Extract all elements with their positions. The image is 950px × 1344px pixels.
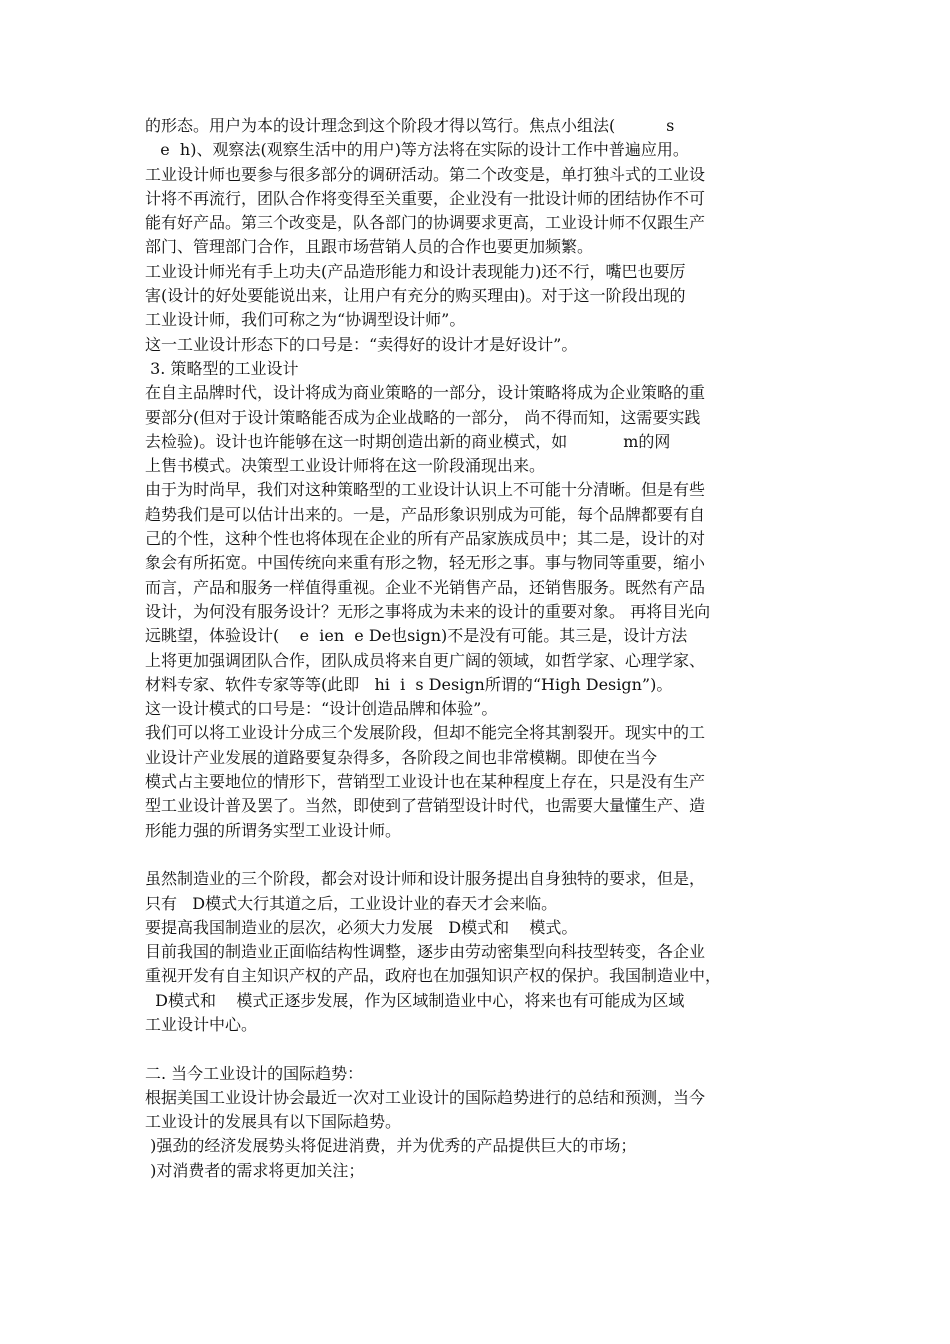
text-line: 去检验)。设计也许能够在这一时期创造出新的商业模式，如 m的网 (145, 431, 671, 451)
text-line: D模式和 模式正逐步发展，作为区域制造业中心，将来也有可能成为区域 (145, 990, 685, 1010)
text-line: 这一设计模式的口号是：“设计创造品牌和体验”。 (145, 699, 498, 719)
text-line: 上售书模式。决策型工业设计师将在这一阶段涌现出来。 (145, 456, 546, 476)
text-line: 我们可以将工业设计分成三个发展阶段，但却不能完全将其割裂开。现实中的工 (145, 723, 706, 743)
blank-line (145, 843, 815, 867)
text-line: 要提高我国制造业的层次，必须大力发展 D模式和 模式。 (145, 917, 578, 937)
text-line: 计将不再流行，团队合作将变得至关重要，企业没有一批设计师的团结协作不可 (145, 188, 706, 208)
text-line: 的形态。用户为本的设计理念到这个阶段才得以笃行。焦点小组法( s (145, 116, 675, 135)
text-line: 工业设计的发展具有以下国际趋势。 (145, 1112, 402, 1132)
text-line: 趋势我们是可以估计出来的。一是，产品形象识别成为可能，每个品牌都要有自 (145, 504, 706, 524)
text-line: e h)、观察法(观察生活中的用户)等方法将在实际的设计工作中普遍应用。 (145, 140, 689, 160)
list-item: )对消费者的需求将更加关注； (145, 1160, 365, 1180)
text-line: 重视开发有自主知识产权的产品，政府也在加强知识产权的保护。我国制造业中， (145, 966, 722, 986)
text-line: 己的个性，这种个性也将体现在企业的所有产品家族成员中；其二是，设计的对 (145, 529, 706, 549)
text-line: 要部分(但对于设计策略能否成为企业战略的一部分， 尚不得而知，这需要实践 (145, 407, 701, 427)
text-line: 设计，为何没有服务设计？无形之事将成为未来的设计的重要对象。 再将目光向 (145, 601, 711, 621)
text-line: 远眺望，体验设计( e ien e De也sign)不是没有可能。其三是，设计方法 (145, 626, 688, 646)
text-line: 工业设计师也要参与很多部分的调研活动。第二个改变是，单打独斗式的工业设 (145, 164, 706, 184)
text-line: 只有 D模式大行其道之后，工业设计业的春天才会来临。 (145, 893, 558, 913)
text-line: 而言，产品和服务一样值得重视。企业不光销售产品，还销售服务。既然有产品 (145, 577, 706, 597)
text-line: 部门、管理部门合作，且跟市场营销人员的合作也要更加频繁。 (145, 237, 594, 257)
text-line: 工业设计中心。 (145, 1014, 258, 1034)
text-line: 这一工业设计形态下的口号是：“卖得好的设计才是好设计”。 (145, 334, 578, 354)
text-line: 形能力强的所谓务实型工业设计师。 (145, 820, 402, 840)
section-heading: 二. 当今工业设计的国际趋势： (145, 1063, 364, 1083)
text-line: 在自主品牌时代，设计将成为商业策略的一部分，设计策略将成为企业策略的重 (145, 383, 706, 403)
text-line: 模式占主要地位的情形下，营销型工业设计也在某种程度上存在，只是没有生产 (145, 772, 706, 792)
text-line: 目前我国的制造业正面临结构性调整，逐步由劳动密集型向科技型转变，各企业 (145, 942, 706, 962)
text-line: 业设计产业发展的道路要复杂得多，各阶段之间也非常模糊。即使在当今 (145, 747, 658, 767)
text-line: 由于为时尚早，我们对这种策略型的工业设计认识上不可能十分清晰。但是有些 (145, 480, 706, 500)
text-line: 根据美国工业设计协会最近一次对工业设计的国际趋势进行的总结和预测，当今 (145, 1087, 706, 1107)
text-line: 象会有所拓宽。中国传统向来重有形之物，轻无形之事。事与物同等重要，缩小 (145, 553, 706, 573)
document-body (145, 114, 815, 1183)
list-item: )强劲的经济发展势头将促进消费，并为优秀的产品提供巨大的市场； (145, 1136, 637, 1156)
text-line: 材料专家、软件专家等等(此即 hi i s Design所谓的“High Design”)。 (145, 674, 673, 694)
text-line: 工业设计师，我们可称之为“协调型设计师”。 (145, 310, 466, 330)
text-line: 上将更加强调团队合作，团队成员将来自更广阔的领域，如哲学家、心理学家、 (145, 650, 706, 670)
text-line: 虽然制造业的三个阶段，都会对设计师和设计服务提出自身独特的要求，但是， (145, 869, 706, 889)
blank-line (145, 1037, 815, 1061)
section-heading: 3. 策略型的工业设计 (145, 358, 299, 378)
text-line: 害(设计的好处要能说出来，让用户有充分的购买理由)。对于这一阶段出现的 (145, 286, 686, 306)
text-line: 能有好产品。第三个改变是，队各部门的协调要求更高，工业设计师不仅跟生产 (145, 213, 706, 233)
text-line: 工业设计师光有手上功夫(产品造形能力和设计表现能力)还不行，嘴巴也要厉 (145, 261, 686, 281)
text-line: 型工业设计普及罢了。当然，即使到了营销型设计时代，也需要大量懂生产、造 (145, 796, 706, 816)
